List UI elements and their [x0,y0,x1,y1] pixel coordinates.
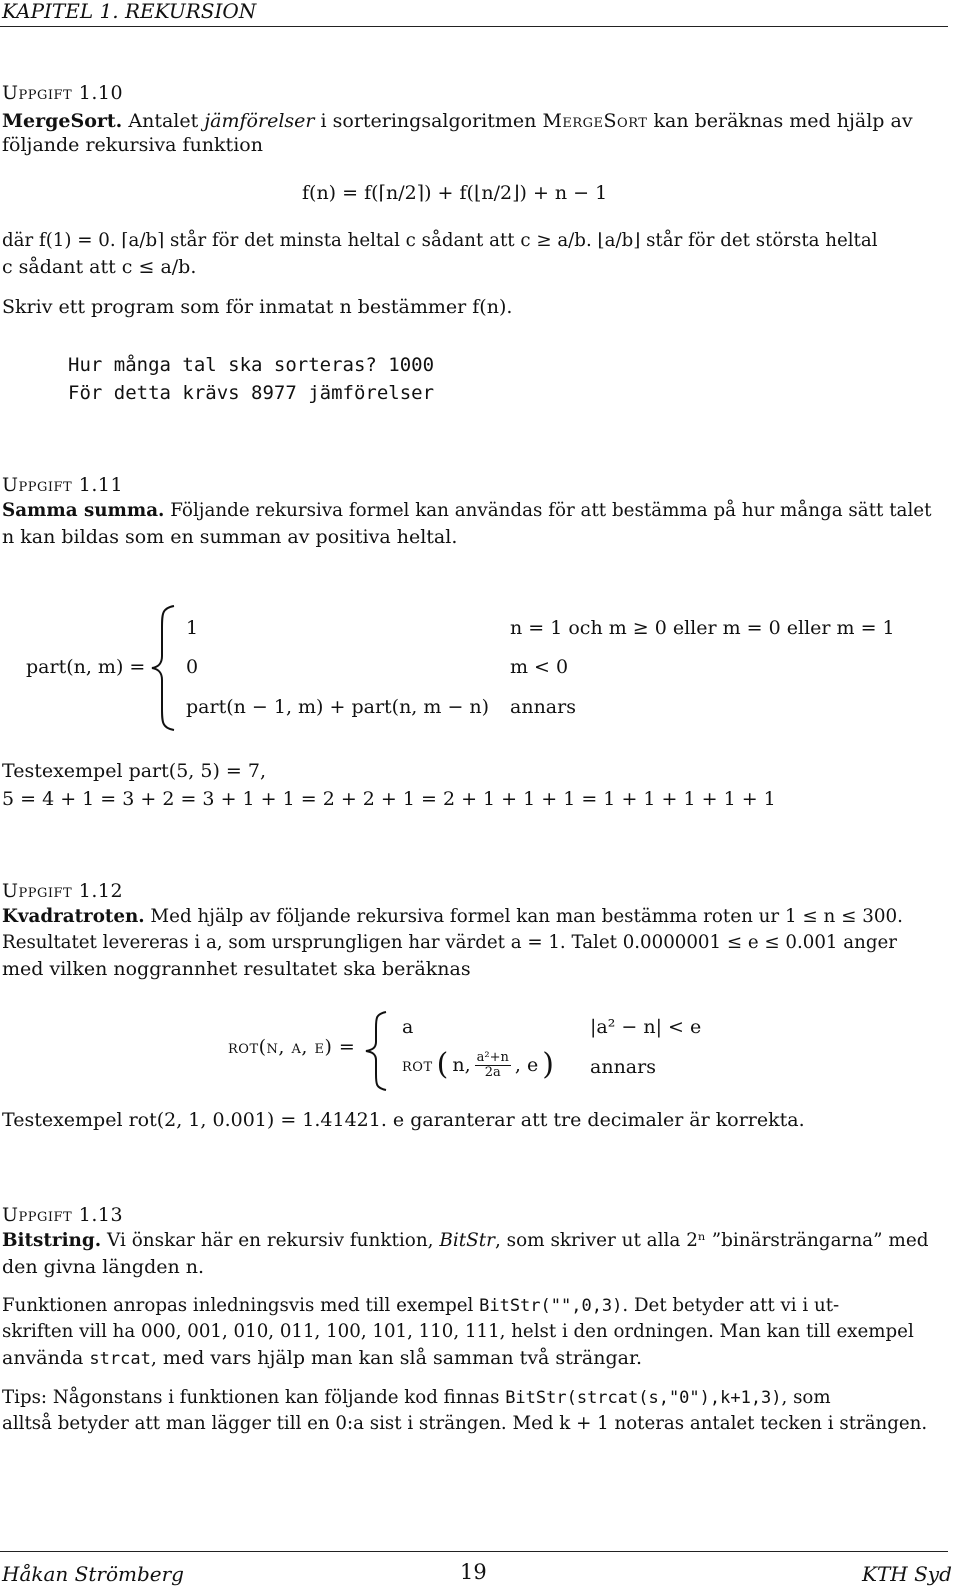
task-110-text: i sorteringsalgoritmen [314,110,543,132]
task-112-intro [2,906,903,927]
rot-case2-condition: annars [590,1056,656,1078]
task-113-code-strcat: strcat [89,1349,151,1369]
rot-case1-condition: |a² − n| < e [590,1016,702,1038]
task-113-text: Vi önskar här en rekursiv funktion, [101,1230,440,1251]
task-110-mergesort: MergeSort [542,110,648,132]
task-113-text: , som [781,1387,831,1408]
task-113-para2-line3 [2,1347,642,1369]
task-113-code-tip: BitStr(strcat(s,"0"),k+1,3) [505,1388,782,1408]
task-110-instruction: Skriv ett program som för inmatat n bestämmer f(n). [2,296,513,318]
task-113-text: Tips: Någonstans i funktionen kan följande kod finnas [2,1387,506,1408]
task-111-test-line1: Testexempel part(5, 5) = 7, [2,760,266,782]
rot-case2-fraction [475,1051,511,1080]
part-case2-value: 0 [186,656,199,678]
task-110-intro-line2: följande rekursiva funktion [2,134,263,156]
footer-school: KTH Syd [862,1562,952,1586]
task-110-formula: f(n) = f(⌈n/2⌉) + f(⌊n/2⌋) + n − 1 [302,182,608,204]
footer-rule [0,1551,948,1552]
task-110-emph: jämförelser [204,110,315,132]
task-110-definition-line1: där f(1) = 0. ⌈a/b⌉ står för det minsta heltal c sådant att c ≥ a/b. ⌊a/b⌋ står för det största heltal [2,230,878,251]
task-113-para2-line2: skriften vill ha 000, 001, 010, 011, 100, 101, 110, 111, helst i den ordningen. Man kan till exempel [2,1321,914,1342]
task-113-text: . Det betyder att vi i ut- [622,1295,840,1316]
rot-case2-function: rot [402,1054,433,1076]
task-113-code-call: BitStr("",0,3) [479,1296,623,1316]
task-113-text: , som skriver ut alla 2ⁿ ”binärsträngarna” med [494,1230,929,1251]
part-brace [150,604,180,732]
task-112-test: Testexempel rot(2, 1, 0.001) = 1.41421. e garanterar att tre decimaler är korrekta. [2,1109,805,1131]
rot-case2-denominator: 2a [484,1064,501,1080]
rot-case2-numerator: a²+n [476,1049,509,1065]
task-110-intro [2,108,946,134]
rot-case2-paren-right: ) [542,1047,554,1082]
part-case3-condition: annars [510,696,576,718]
task-113-para2-line1 [2,1295,839,1316]
rot-case2-e: , e [514,1054,539,1076]
task-113-tips-line1 [2,1387,831,1408]
chapter-header: KAPITEL 1. REKURSION [2,0,257,23]
task-110-title: MergeSort. [2,110,123,132]
task-113-heading: Uppgift 1.13 [2,1204,124,1226]
task-112-heading: Uppgift 1.12 [2,880,124,902]
task-110-text: kan beräknas med hjälp av [647,110,913,132]
footer-page-number: 19 [460,1560,487,1584]
task-111-heading: Uppgift 1.11 [2,474,124,496]
part-case2-condition: m < 0 [510,656,569,678]
rot-case2-paren-left: ( [436,1047,449,1082]
part-case1-value: 1 [186,617,199,639]
task-110-code-line2: För detta krävs 8977 jämförelser [68,382,435,404]
part-case3-value: part(n − 1, m) + part(n, m − n) [186,696,490,718]
rot-case2-value [402,1047,554,1082]
task-113-intro [2,1230,929,1251]
task-113-bitstr: BitStr [439,1230,495,1251]
part-lhs: part(n, m) = [26,656,146,678]
task-110-code-line1: Hur många tal ska sorteras? 1000 [68,354,435,376]
task-113-intro-line2: den givna längden n. [2,1256,205,1278]
rot-case1-value: a [402,1016,414,1038]
task-113-text: Funktionen anropas inledningsvis med till exempel [2,1295,480,1316]
task-110-definition-line2: c sådant att c ≤ a/b. [2,256,197,278]
task-110-heading: Uppgift 1.10 [2,82,124,104]
task-111-intro [2,500,931,521]
task-111-title: Samma summa. [2,500,165,521]
task-111-intro-line2: n kan bildas som en summan av positiva heltal. [2,526,458,548]
header-rule [0,26,948,27]
footer-author: Håkan Strömberg [2,1562,184,1586]
task-111-test-line2: 5 = 4 + 1 = 3 + 2 = 3 + 1 + 1 = 2 + 2 + 1 = 2 + 1 + 1 + 1 = 1 + 1 + 1 + 1 + 1 [2,788,776,810]
task-113-tips-line2: alltså betyder att man lägger till en 0:a sist i strängen. Med k + 1 noteras antalet tecken i strängen. [2,1413,928,1434]
task-113-text: använda [2,1347,90,1369]
rot-brace [364,1010,392,1092]
rot-lhs: rot(n, a, e) = [228,1036,356,1058]
rot-case2-n: n, [452,1054,471,1076]
task-112-intro-line3: med vilken noggrannhet resultatet ska beräknas [2,958,471,980]
task-113-title: Bitstring. [2,1230,102,1251]
task-111-text: Följande rekursiva formel kan användas för att bestämma på hur många sätt talet [164,500,932,521]
task-112-intro-line2: Resultatet levereras i a, som ursprungligen har värdet a = 1. Talet 0.0000001 ≤ e ≤ 0.001 anger [2,932,897,953]
part-case1-condition: n = 1 och m ≥ 0 eller m = 0 eller m = 1 [510,617,895,639]
task-113-text: , med vars hjälp man kan slå samman två strängar. [150,1347,642,1369]
task-110-text: Antalet [128,110,205,132]
task-112-title: Kvadratroten. [2,906,145,927]
task-112-text: Med hjälp av följande rekursiva formel kan man bestämma roten ur 1 ≤ n ≤ 300. [144,906,903,927]
